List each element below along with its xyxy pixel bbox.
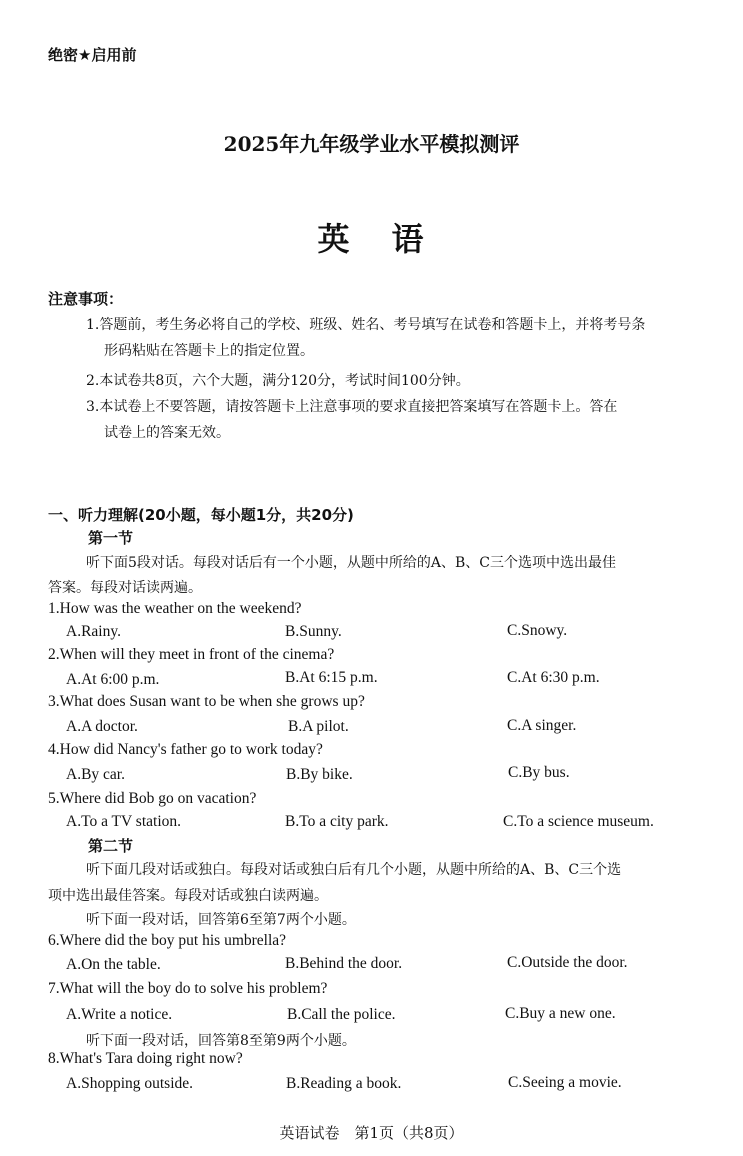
section-1-instruction: 听下面5段对话。每段对话后有一个小题，从题中所给的A、B、C三个选项中选出最佳	[86, 555, 617, 571]
option-4b: B.By bike.	[286, 766, 353, 783]
question-6: 6.Where did the boy put his umbrella?	[48, 932, 287, 949]
question-4: 4.How did Nancy's father go to work today?	[48, 741, 323, 758]
notice-item-1-cont: 形码粘贴在答题卡上的指定位置。	[104, 343, 314, 359]
question-5: 5.Where did Bob go on vacation?	[48, 790, 257, 807]
notice-item-1: 1.答题前，考生务必将自己的学校、班级、姓名、考号填写在试卷和答题卡上，并将考号条	[86, 317, 646, 333]
option-5a: A.To a TV station.	[66, 813, 182, 830]
notice-item-2: 2.本试卷共8页，六个大题，满分120分，考试时间100分钟。	[86, 373, 470, 389]
option-6a: A.On the table.	[66, 956, 161, 973]
option-2b: B.At 6:15 p.m.	[285, 669, 378, 686]
question-3: 3.What does Susan want to be when she grows up?	[48, 693, 365, 710]
page-footer: 英语试卷 第1页（共8页）	[279, 1124, 464, 1142]
option-6b: B.Behind the door.	[285, 955, 403, 972]
option-3b: B.A pilot.	[288, 718, 349, 735]
option-6c: C.Outside the door.	[507, 954, 628, 971]
option-7b: B.Call the police.	[287, 1006, 396, 1023]
option-5b: B.To a city park.	[285, 813, 389, 830]
option-2c: C.At 6:30 p.m.	[507, 669, 600, 686]
option-7c: C.Buy a new one.	[505, 1005, 616, 1022]
section-1-instruction-cont: 答案。每段对话读两遍。	[48, 580, 202, 596]
dialogue-note-8-9: 听下面一段对话，回答第8至第9两个小题。	[86, 1033, 356, 1049]
subject-char-2: 语	[391, 220, 426, 258]
option-1b: B.Sunny.	[285, 623, 342, 640]
section-2-instruction: 听下面几段对话或独白。每段对话或独白后有几个小题，从题中所给的A、B、C三个选	[86, 862, 622, 878]
part-heading: 一、听力理解(20小题，每小题1分，共20分)	[48, 506, 354, 524]
confidential-label: 绝密★启用前	[48, 46, 137, 64]
notice-item-3-cont: 试卷上的答案无效。	[104, 425, 230, 441]
question-1: 1.How was the weather on the weekend?	[48, 600, 302, 617]
exam-title: 2025年九年级学业水平模拟测评	[223, 132, 520, 156]
option-5c: C.To a science museum.	[503, 813, 654, 830]
dialogue-note-6-7: 听下面一段对话，回答第6至第7两个小题。	[86, 912, 356, 928]
option-2a: A.At 6:00 p.m.	[66, 671, 160, 688]
option-8c: C.Seeing a movie.	[508, 1074, 622, 1091]
option-1a: A.Rainy.	[66, 623, 121, 640]
option-4a: A.By car.	[66, 766, 125, 783]
section-2-heading: 第二节	[88, 837, 134, 855]
question-2: 2.When will they meet in front of the cinema?	[48, 646, 335, 663]
option-3a: A.A doctor.	[66, 718, 138, 735]
option-8a: A.Shopping outside.	[66, 1075, 194, 1092]
option-4c: C.By bus.	[508, 764, 570, 781]
question-8: 8.What's Tara doing right now?	[48, 1050, 243, 1067]
option-1c: C.Snowy.	[507, 622, 568, 639]
notice-heading: 注意事项：	[48, 290, 124, 308]
subject-char-1: 英	[317, 220, 352, 258]
question-7: 7.What will the boy do to solve his problem?	[48, 980, 328, 997]
option-8b: B.Reading a book.	[286, 1075, 402, 1092]
notice-item-3: 3.本试卷上不要答题，请按答题卡上注意事项的要求直接把答案填写在答题卡上。答在	[86, 399, 618, 415]
subject-title	[0, 214, 743, 260]
section-2-instruction-cont: 项中选出最佳答案。每段对话或独白读两遍。	[48, 888, 328, 904]
section-1-heading: 第一节	[88, 529, 134, 547]
option-3c: C.A singer.	[507, 717, 577, 734]
option-7a: A.Write a notice.	[66, 1006, 173, 1023]
